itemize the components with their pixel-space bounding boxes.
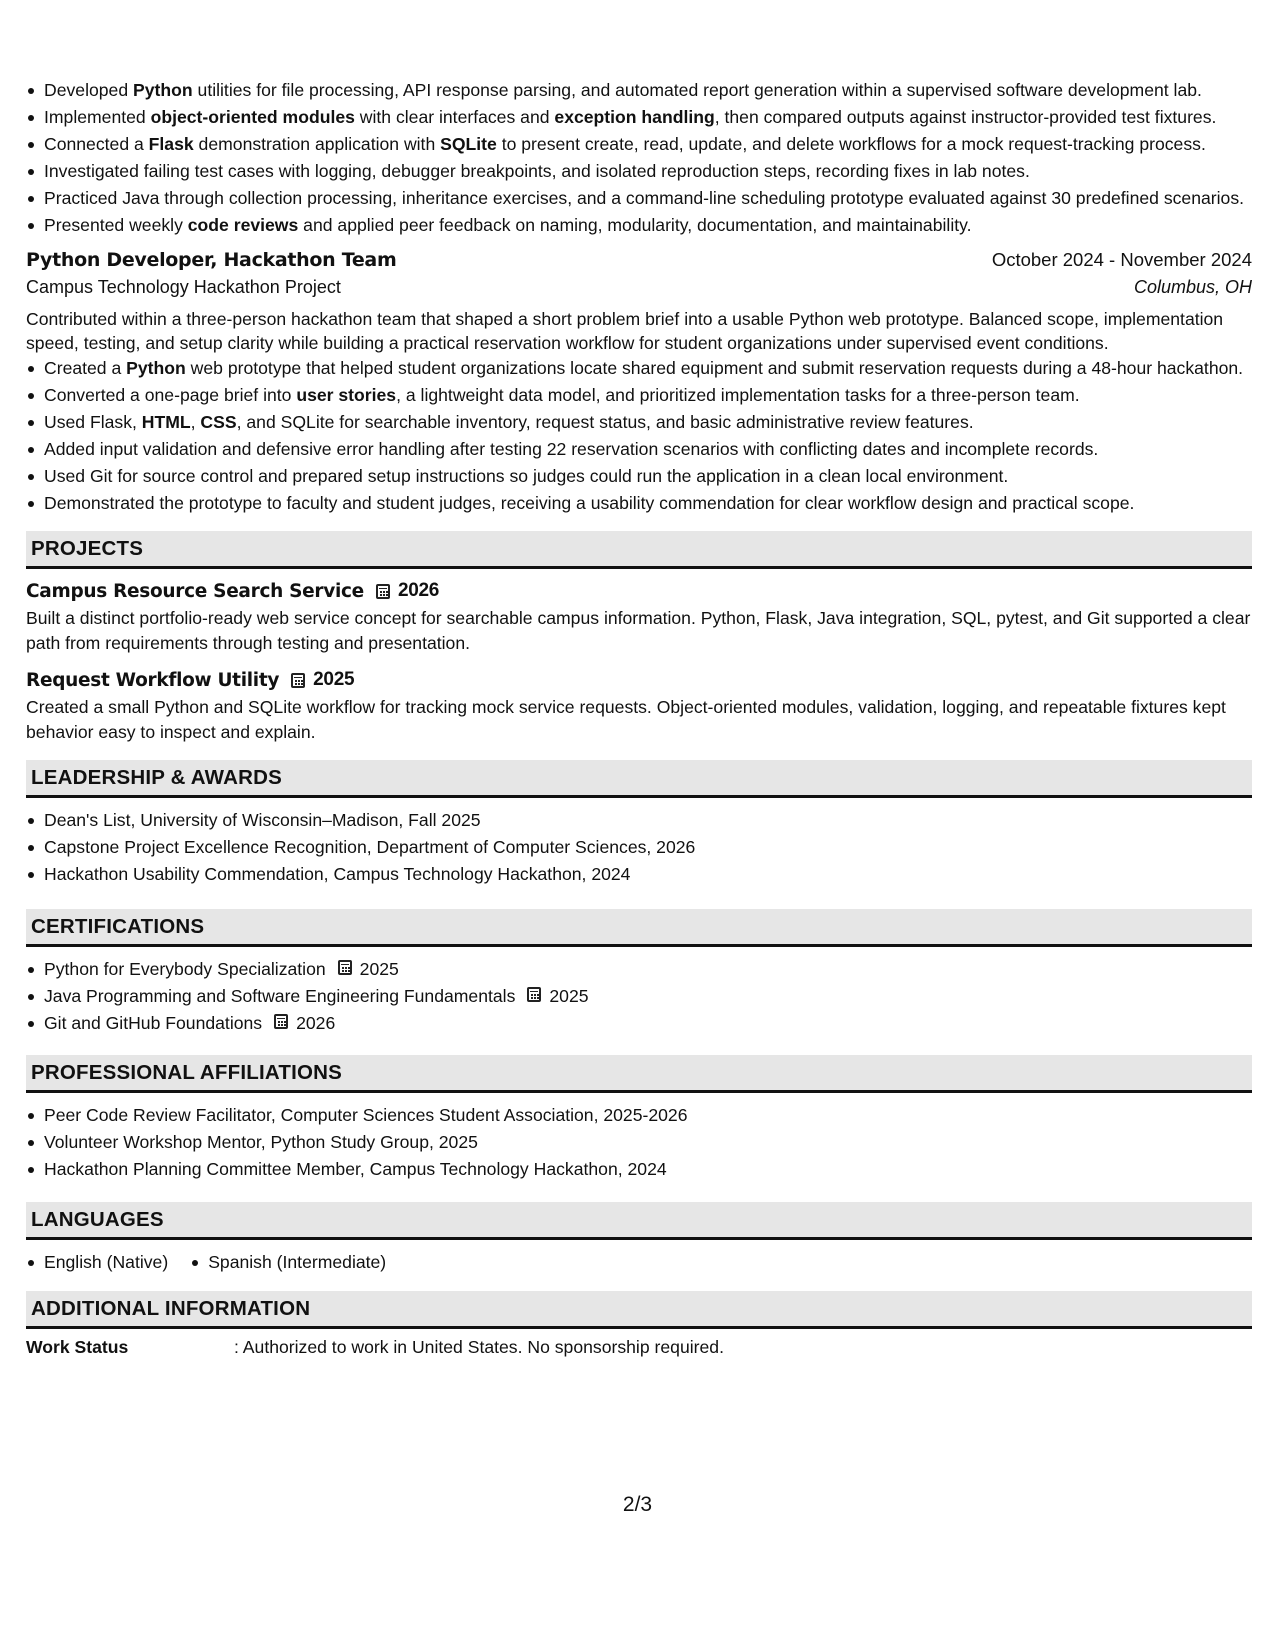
list-item: Developed Python utilities for file processing, API response parsing, and automated report generation within a supervised software development lab.: [26, 78, 1252, 103]
project-item: [26, 580, 1252, 655]
section-heading-languages: LANGUAGES: [26, 1202, 1252, 1240]
work-status-value: : Authorized to work in United States. No sponsorship required.: [234, 1336, 724, 1357]
list-item: Hackathon Usability Commendation, Campus Technology Hackathon, 2024: [26, 862, 1252, 887]
keyword: object-oriented modules: [150, 107, 355, 127]
list-item: Spanish (Intermediate): [190, 1250, 386, 1275]
keyword: CSS: [200, 411, 237, 432]
affiliations-list: [26, 1103, 1252, 1182]
certification-name: Java Programming and Software Engineering Fundamentals: [44, 985, 516, 1006]
list-item: Implemented object-oriented modules with clear interfaces and exception handling, then compared outputs against instructor-provided test fixtures.: [26, 105, 1252, 130]
keyword: user stories: [296, 384, 397, 405]
calendar-icon: [376, 584, 390, 599]
job-bullet-list: [26, 356, 1252, 516]
languages-list: [26, 1250, 1252, 1277]
certification-year: 2026: [296, 1012, 336, 1033]
awards-list: [26, 808, 1252, 887]
job-title: Python Developer, Hackathon Team: [26, 248, 397, 271]
list-item: Volunteer Workshop Mentor, Python Study Group, 2025: [26, 1130, 1252, 1155]
job-organization: Campus Technology Hackathon Project: [26, 276, 341, 297]
list-item: Demonstrated the prototype to faculty and student judges, receiving a usability commendation for clear workflow design and practical scope.: [26, 491, 1252, 516]
keyword: exception handling: [554, 107, 715, 127]
section-heading-projects: PROJECTS: [26, 531, 1252, 569]
list-item: Dean's List, University of Wisconsin–Madison, Fall 2025: [26, 808, 1252, 833]
project-year: 2026: [397, 580, 440, 601]
list-item: Capstone Project Excellence Recognition, Department of Computer Sciences, 2026: [26, 835, 1252, 860]
list-item: English (Native): [26, 1250, 168, 1275]
job-header: [26, 249, 1252, 271]
calendar-icon: [527, 987, 541, 1002]
keyword: Python: [126, 357, 186, 378]
list-item: Created a Python web prototype that helped student organizations locate shared equipment and submit reservation requests during a 48-hour hackathon.: [26, 356, 1252, 381]
calendar-icon: [291, 673, 305, 688]
page-number: 2/3: [622, 1493, 653, 1516]
work-status-row: [26, 1337, 1252, 1358]
list-item: [26, 957, 1252, 982]
work-status-label: Work Status: [26, 1336, 129, 1357]
list-item: [26, 984, 1252, 1009]
calendar-icon: [338, 960, 352, 975]
certification-year: 2025: [549, 985, 589, 1006]
lab-bullet-list: [26, 78, 1252, 238]
keyword: Python: [133, 80, 193, 100]
list-item: [26, 1011, 1252, 1036]
section-heading-affiliations: PROFESSIONAL AFFILIATIONS: [26, 1055, 1252, 1093]
project-year: 2025: [313, 669, 355, 690]
list-item: Practiced Java through collection processing, inheritance exercises, and a command-line scheduling prototype evaluated against 30 predefined scenarios.: [26, 186, 1252, 211]
list-item: Presented weekly code reviews and applied peer feedback on naming, modularity, documentation, and maintainability.: [26, 213, 1252, 238]
project-description: Created a small Python and SQLite workflow for tracking mock service requests. Object-oriented modules, validation, logging, and repeatable fixtures kept behavior easy to inspect and explain.: [26, 697, 1226, 742]
list-item: Investigated failing test cases with logging, debugger breakpoints, and isolated reproduction steps, recording fixes in lab notes.: [26, 159, 1252, 184]
section-heading-certifications: CERTIFICATIONS: [26, 909, 1252, 947]
list-item: Used Git for source control and prepared setup instructions so judges could run the application in a clean local environment.: [26, 464, 1252, 489]
section-heading-leadership: LEADERSHIP & AWARDS: [26, 760, 1252, 798]
keyword: SQLite: [440, 134, 497, 154]
project-name: Campus Resource Search Service: [26, 580, 364, 602]
job-location: Columbus, OH: [1133, 276, 1252, 297]
project-description: Built a distinct portfolio-ready web service concept for searchable campus information. Python, Flask, Java integration, SQL, pytest, and Git supported a clear path from requirements through testing and presentation.: [26, 608, 1251, 653]
job-subheader: [26, 277, 1252, 298]
list-item: Hackathon Planning Committee Member, Campus Technology Hackathon, 2024: [26, 1157, 1252, 1182]
list-item: Converted a one-page brief into user stories, a lightweight data model, and prioritized implementation tasks for a three-person team.: [26, 383, 1252, 408]
list-item: Connected a Flask demonstration application with SQLite to present create, read, update, and delete workflows for a mock request-tracking process.: [26, 132, 1252, 157]
keyword: Flask: [148, 134, 194, 154]
job-summary: Contributed within a three-person hackathon team that shaped a short problem brief into a usable Python web prototype. Balanced scope, implementation speed, testing, and setup clarity while building a practical reservation workflow for student organizations under supervised event conditions.: [26, 308, 1224, 353]
calendar-icon: [274, 1014, 288, 1029]
certification-year: 2025: [359, 958, 399, 979]
list-item: Added input validation and defensive error handling after testing 22 reservation scenarios with conflicting dates and incomplete records.: [26, 437, 1252, 462]
certification-name: Python for Everybody Specialization: [44, 958, 326, 979]
keyword: code reviews: [187, 215, 299, 235]
list-item: Peer Code Review Facilitator, Computer Sciences Student Association, 2025-2026: [26, 1103, 1252, 1128]
keyword: HTML: [141, 411, 191, 432]
project-name: Request Workflow Utility: [26, 669, 280, 691]
job-dates: October 2024 - November 2024: [991, 248, 1252, 270]
certifications-list: [26, 957, 1252, 1036]
section-heading-additional: ADDITIONAL INFORMATION: [26, 1291, 1252, 1329]
list-item: Used Flask, HTML, CSS, and SQLite for searchable inventory, request status, and basic administrative review features.: [26, 410, 1252, 435]
certification-name: Git and GitHub Foundations: [44, 1012, 263, 1033]
project-item: [26, 669, 1252, 744]
resume-page: [26, 78, 1252, 1358]
